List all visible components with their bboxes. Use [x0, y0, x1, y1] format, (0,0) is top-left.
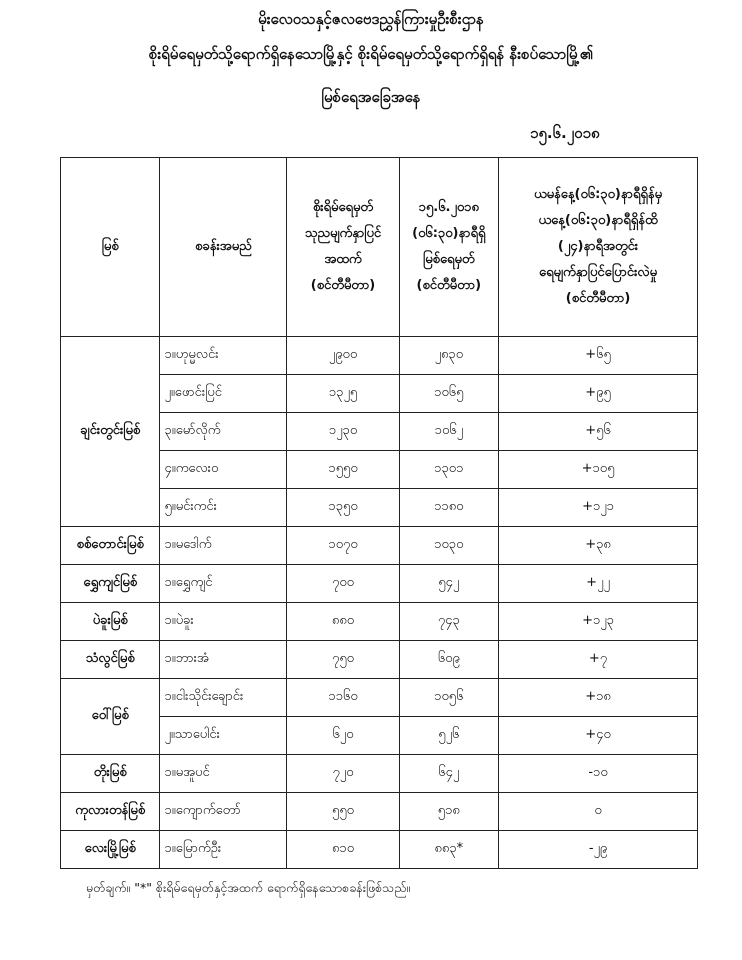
danger-level: ၈၁၀: [287, 831, 399, 869]
level-change: -၁၀: [499, 755, 698, 793]
station-name: ၁။မအူပင်: [160, 755, 287, 793]
danger-level: ၆၂၀: [287, 717, 399, 755]
danger-level: ၁၁၆၀: [287, 679, 399, 717]
header-line: ရေမျက်နှာပြင်ပြောင်းလဲမှု: [539, 265, 657, 280]
current-level: ၅၄၂: [399, 565, 498, 603]
danger-level: ၁၃၅၀: [287, 489, 399, 527]
current-level: ၁၀၃၀: [399, 527, 498, 565]
level-change: +၄၀: [499, 717, 698, 755]
table-row: [61, 527, 698, 565]
level-change: +၆၅: [499, 337, 698, 375]
report-subtitle: စိုးရိမ်ရေမှတ်သို့ရောက်ရှိနေသောမြို့နှင့် စိုးရိမ်ရေမှတ်သို့ရောက်ရှိရန် နီးစပ်သောမြို့၏: [148, 45, 594, 63]
station-name: ၁။ငါးသိုင်းချောင်း: [160, 679, 287, 717]
header-line: မြစ်ရေမှတ်: [423, 252, 475, 267]
station-name: ၂။သာပေါင်း: [160, 717, 287, 755]
station-name: ၁။ပဲခူး: [160, 603, 287, 641]
river-name: သံလွင်မြစ်: [61, 641, 160, 679]
river-name: တိုးမြစ်: [61, 755, 160, 793]
table-row: [61, 337, 698, 375]
river-name: ချင်းတွင်းမြစ်: [61, 337, 160, 527]
agency-title: မိုးလေဝသနှင့်ဇလဗေဒညွှန်ကြားမှုဦးစီးဌာန: [258, 10, 484, 28]
table-row: [61, 603, 698, 641]
header-river: မြစ်: [61, 158, 160, 337]
level-change: +၂၂: [499, 565, 698, 603]
header-line: (စင်တီမီတာ): [416, 278, 482, 293]
danger-level: ၁၂၃၀: [287, 413, 399, 451]
report-heading: မြစ်ရေအခြေအနေ: [321, 88, 421, 106]
level-change: +၁၂၁: [499, 489, 698, 527]
level-change: +၁၈: [499, 679, 698, 717]
header-line: (စင်တီမီတာ): [565, 291, 631, 306]
header-line: (စင်တီမီတာ): [310, 278, 376, 293]
header-danger-level: [287, 158, 399, 337]
current-level: ၅၁၈: [399, 793, 498, 831]
table-row: [61, 679, 698, 717]
danger-level: ၇၂၀: [287, 755, 399, 793]
station-name: ၁။ဟုမ္မလင်း: [160, 337, 287, 375]
river-name: ပဲခူးမြစ်: [61, 603, 160, 641]
station-name: ၄။ကလေး၀: [160, 451, 287, 489]
table-row: [61, 831, 698, 869]
current-level: ၆၀၉: [399, 641, 498, 679]
station-name: ၅။မင်းကင်း: [160, 489, 287, 527]
current-level: ၁၀၆၂: [399, 413, 498, 451]
level-change: +၃၈: [499, 527, 698, 565]
level-change: ၀: [499, 793, 698, 831]
current-level: ၁၃၀၁: [399, 451, 498, 489]
station-name: ၁။မဒေါက်: [160, 527, 287, 565]
danger-level: ၁၀၇၀: [287, 527, 399, 565]
river-name: စစ်တောင်းမြစ်: [61, 527, 160, 565]
header-line: (၀၆:၃၀)နာရီရှိ: [412, 226, 486, 241]
header-line: (၂၄)နာရီအတွင်း: [557, 239, 639, 254]
current-level: ၁၀၆၅: [399, 375, 498, 413]
station-name: ၃။မော်လိုက်: [160, 413, 287, 451]
report-date: ၁၅.၆.၂၀၁၈: [530, 124, 600, 142]
current-level: ၈၈၃*: [399, 831, 498, 869]
station-name: ၁။ဘားအံ: [160, 641, 287, 679]
station-name: ၁။ကျောက်တော်: [160, 793, 287, 831]
danger-level: ၁၃၂၅: [287, 375, 399, 413]
river-name: ရွှေကျင်မြစ်: [61, 565, 160, 603]
danger-level: ၇၅၀: [287, 641, 399, 679]
current-level: ၇၄၃: [399, 603, 498, 641]
station-name: ၁။မြောက်ဦး: [160, 831, 287, 869]
river-name: ဝေါ်မြစ်: [61, 679, 160, 755]
header-change: [499, 158, 698, 337]
header-line: သုညမျက်နှာပြင်: [304, 226, 382, 241]
danger-level: ၅၅၀: [287, 793, 399, 831]
current-level: ၅၂၆: [399, 717, 498, 755]
level-change: -၂၉: [499, 831, 698, 869]
level-change: +၁၀၅: [499, 451, 698, 489]
header-line: ၁၅.၆.၂၀၁၈: [418, 200, 479, 215]
header-line: ယနေ့(၀၆:၃၀)နာရီရှိန်ထိ: [538, 213, 658, 228]
current-level: ၁၁၈၀: [399, 489, 498, 527]
level-change: +၉၅: [499, 375, 698, 413]
danger-level: ၈၈၀: [287, 603, 399, 641]
header-station: စခန်းအမည်: [160, 158, 287, 337]
station-name: ၁။ရွှေကျင်: [160, 565, 287, 603]
river-name: ကုလားတန်မြစ်: [61, 793, 160, 831]
level-change: +၅၆: [499, 413, 698, 451]
table-header-row: [61, 158, 698, 337]
level-change: +၁၂၃: [499, 603, 698, 641]
header-line: ယမန်နေ့(၀၆:၃၀)နာရီရှိန်မှ: [533, 187, 663, 202]
footnote: မှတ်ချက်။ "*" စိုးရိမ်ရေမှတ်နှင့်အထက် ရောက်ရှိနေသောစခန်းဖြစ်သည်။: [86, 880, 411, 895]
header-current-level: [399, 158, 498, 337]
table-row: [61, 565, 698, 603]
current-level: ၆၄၂: [399, 755, 498, 793]
danger-level: ၇၀၀: [287, 565, 399, 603]
table-row: [61, 755, 698, 793]
level-change: +၇: [499, 641, 698, 679]
header-line: စိုးရိမ်ရေမှတ်: [312, 200, 374, 215]
table-row: [61, 641, 698, 679]
current-level: ၁၀၅၆: [399, 679, 498, 717]
header-line: အထက်: [324, 252, 362, 267]
danger-level: ၁၅၅၀: [287, 451, 399, 489]
river-name: လေးမြို့မြစ်: [61, 831, 160, 869]
station-name: ၂။ဖောင်းပြင်: [160, 375, 287, 413]
river-level-table: [60, 157, 698, 869]
danger-level: ၂၉၀၀: [287, 337, 399, 375]
table-row: [61, 793, 698, 831]
current-level: ၂၈၃၀: [399, 337, 498, 375]
